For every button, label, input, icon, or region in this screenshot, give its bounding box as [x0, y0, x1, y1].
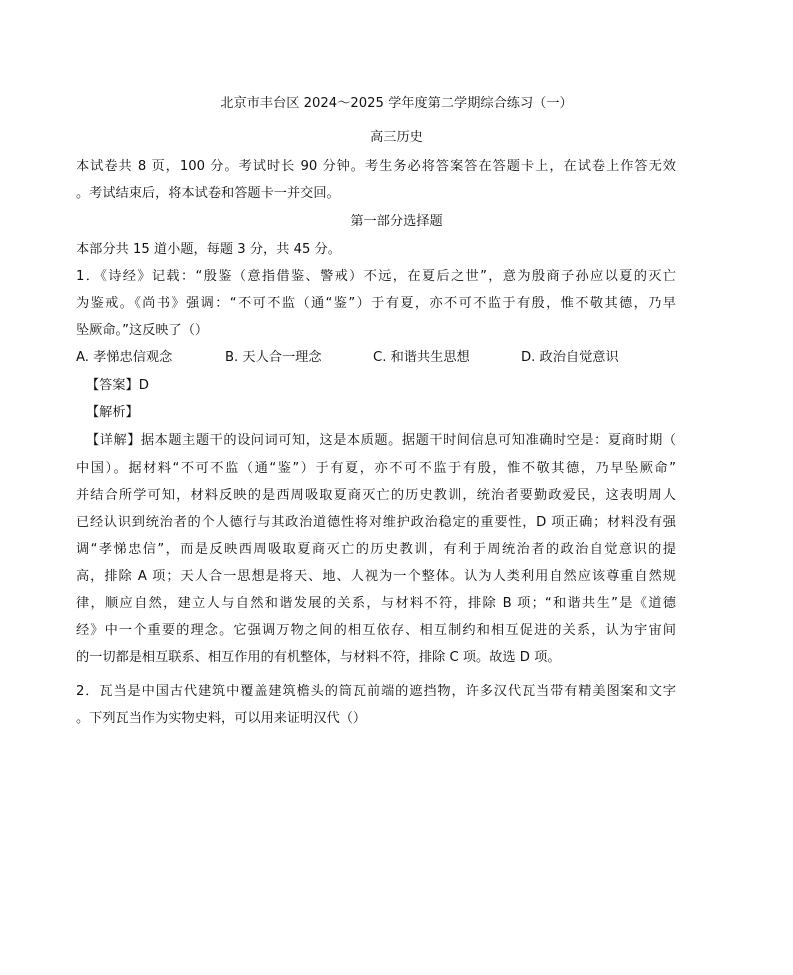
subject-title: 高三历史 — [370, 130, 423, 145]
question-1-stem: 坠厥命。”这反映了（） — [76, 323, 209, 338]
question-1-stem: 为鉴戒。《尚书》强调：“不可不监（通“鉴”）于有夏，亦不可不监于有殷，惟不敬其德，乃早 — [76, 296, 676, 311]
explanation-line: 律，顺应自然，建立人与自然和谐发展的关系，与材料不符，排除 B 项；“和谐共生”是《道德 — [76, 596, 676, 611]
document-title: 北京市丰台区 2024～2025 学年度第二学期综合练习（一） — [220, 96, 573, 111]
option-c: C. 和谐共生思想 — [373, 350, 470, 365]
question-2-stem: 2．瓦当是中国古代建筑中覆盖建筑檐头的筒瓦前端的遮挡物，许多汉代瓦当带有精美图案和文字 — [76, 684, 676, 699]
analysis-label: 【解析】 — [86, 405, 139, 420]
part-description: 本部分共 15 道小题，每题 3 分，共 45 分。 — [76, 242, 341, 257]
intro-line: 本试卷共 8 页，100 分。考试时长 90 分钟。考生务必将答案答在答题卡上，在试卷上作答无效 — [76, 159, 676, 174]
option-d: D. 政治自觉意识 — [521, 350, 619, 365]
explanation-line: 已经认识到统治者的个人德行与其政治道德性将对维护政治稳定的重要性，D 项正确；材料没有强 — [76, 515, 676, 530]
explanation-line: 【详解】据本题主题干的设问词可知，这是本质题。据题干时间信息可知准确时空是：夏商时期（ — [86, 433, 676, 448]
explanation-line: 调“孝悌忠信”，而是反映西周吸取夏商灭亡的历史教训，有利于周统治者的政治自觉意识的提 — [76, 542, 676, 557]
explanation-line: 并结合所学可知，材料反映的是西周吸取夏商灭亡的历史教训，统治者要勤政爱民，这表明周人 — [76, 488, 676, 503]
part-title: 第一部分选择题 — [350, 214, 443, 229]
explanation-line: 高，排除 A 项；天人合一思想是将天、地、人视为一个整体。认为人类利用自然应该尊重自然规 — [76, 569, 676, 584]
explanation-line: 经》中一个重要的理念。它强调万物之间的相互依存、相互制约和相互促进的关系，认为宇宙间 — [76, 623, 676, 638]
explanation-line: 中国）。据材料“不可不监（通“鉴”）于有夏，亦不可不监于有殷，惟不敬其德，乃早坠厥命” — [76, 461, 676, 476]
explanation-line: 的一切都是相互联系、相互作用的有机整体，与材料不符，排除 C 项。故选 D 项。 — [76, 650, 561, 665]
answer-label: 【答案】D — [86, 378, 149, 393]
intro-line: 。考试结束后，将本试卷和答题卡一并交回。 — [76, 186, 340, 201]
question-1-stem: 1．《诗经》记载：“殷鉴（意指借鉴、警戒）不远，在夏后之世”，意为殷商子孙应以夏的灭亡 — [76, 269, 676, 284]
option-a: A. 孝悌忠信观念 — [76, 350, 173, 365]
question-2-stem: 。下列瓦当作为实物史料，可以用来证明汉代（） — [76, 711, 367, 726]
option-b: B. 天人合一理念 — [225, 350, 322, 365]
